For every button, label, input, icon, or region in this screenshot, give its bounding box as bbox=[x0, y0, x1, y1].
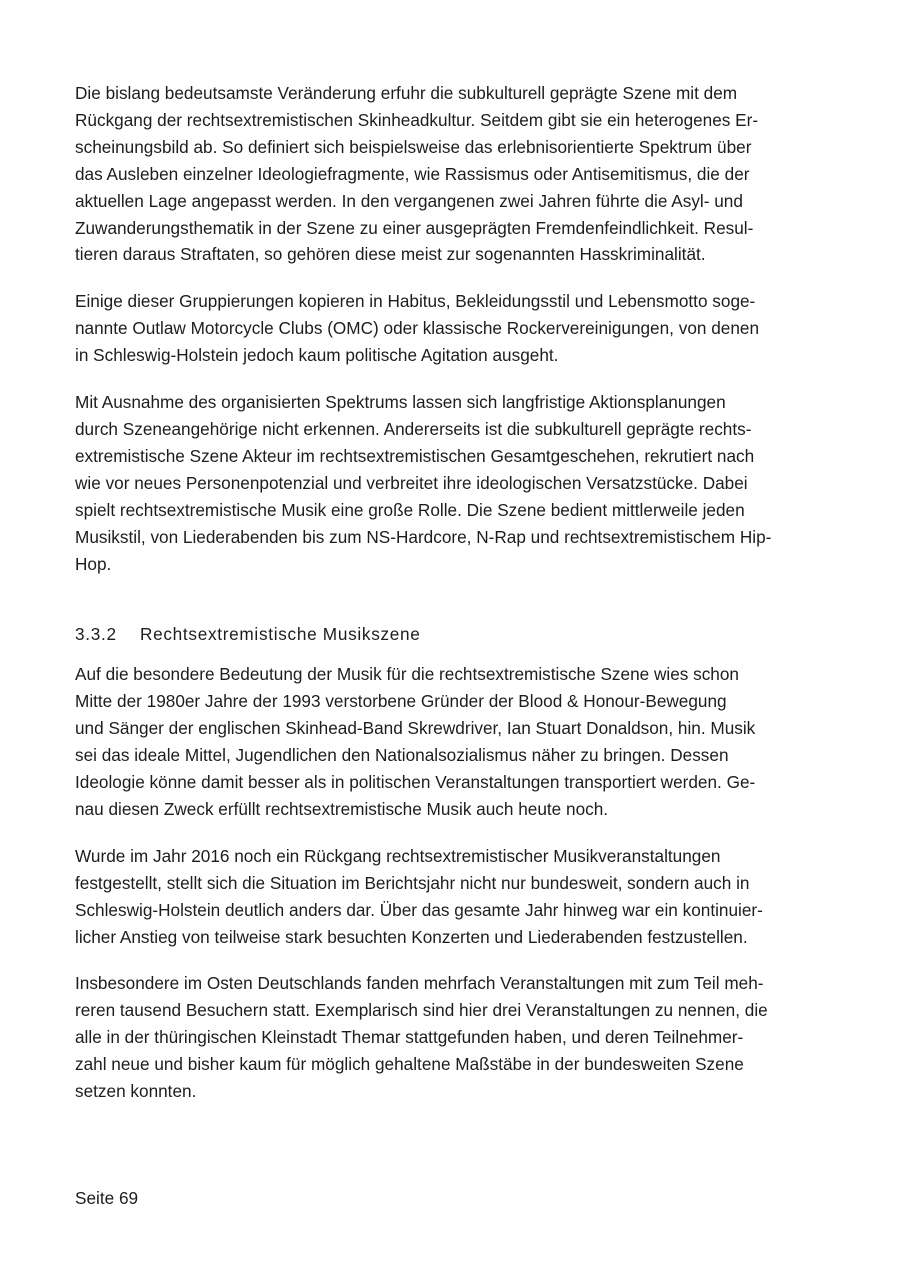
document-page bbox=[75, 80, 827, 1105]
page-number: Seite 69 bbox=[75, 1188, 139, 1208]
paragraph-themar-events: Insbesondere im Osten Deutschlands fanden mehrfach Veranstaltungen mit zum Teil meh- reren tausend Besuchern statt. Exemplarisch sind hier drei Veranstaltungen zu nennen, die alle in der thüringischen Kleinstadt Themar stattgefunden haben, und deren Teilnehmer- zahl neue und bisher kaum für möglich gehaltene Maßstäbe in der bundesweiten Szene setzen konnten. bbox=[75, 973, 768, 1102]
section-heading bbox=[75, 621, 827, 647]
paragraph-music-significance: Auf die besondere Bedeutung der Musik für die rechtsextremistische Szene wies schon Mitte der 1980er Jahre der 1993 verstorbene Gründer der Blood & Honour-Bewegung und Sänger der englischen Skinhead-Band Skrewdriver, Ian Stuart Donaldson, hin. Musik sei das ideale Mittel, Jugendlichen den Nationalsozialismus näher zu bringen. Dessen Ideologie könne damit besser als in politischen Veranstaltungen transportiert werden. Ge- nau diesen Zweck erfüllt rechtsextremistische Musik auch heute noch. bbox=[75, 664, 756, 819]
paragraph-outlaw-motorcycle-clubs: Einige dieser Gruppierungen kopieren in Habitus, Bekleidungsstil und Lebensmotto soge- nannte Outlaw Motorcycle Clubs (OMC) oder klassische Rockervereinigungen, von denen in Schleswig-Holstein jedoch kaum politische Agitation ausgeht. bbox=[75, 291, 760, 366]
paragraph-action-planning: Mit Ausnahme des organisierten Spektrums lassen sich langfristige Aktionsplanungen durch Szeneangehörige nicht erkennen. Andererseits ist die subkulturell geprägte rechts- extremistische Szene Akteur im rechtsextremistischen Gesamtgeschehen, rekrutiert nach wie vor neues Personenpotenzial und verbreitet ihre ideologischen Versatzstücke. Dabei spielt rechtsextremistische Musik eine große Rolle. Die Szene bedient mittlerweile jeden Musikstil, von Liederabenden bis zum NS-Hardcore, N-Rap und rechtsextremistischem Hip- Hop. bbox=[75, 392, 772, 574]
section-title: Rechtsextremistische Musikszene bbox=[140, 624, 421, 645]
paragraph-skinhead-decline: Die bislang bedeutsamste Veränderung erfuhr die subkulturell geprägte Szene mit dem Rückgang der rechtsextremistischen Skinheadkultur. Seitdem gibt sie ein heterogenes Er- scheinungsbild ab. So definiert sich beispielsweise das erlebnisorientierte Spektrum über das Ausleben einzelner Ideologiefragmente, wie Rassismus oder Antisemitismus, die der aktuellen Lage angepasst werden. In den vergangenen zwei Jahren führte die Asyl- und Zuwanderungsthematik in der Szene zu einer ausgeprägten Fremdenfeindlichkeit. Resul- tieren daraus Straftaten, so gehören diese meist zur sogenannten Hasskriminalität. bbox=[75, 83, 759, 265]
paragraph-music-events-2016: Wurde im Jahr 2016 noch ein Rückgang rechtsextremistischer Musikveranstaltungen festgestellt, stellt sich die Situation im Berichtsjahr nicht nur bundesweit, sondern auch in Schleswig-Holstein deutlich anders dar. Über das gesamte Jahr hinweg war ein kontinuier- licher Anstieg von teilweise stark besuchten Konzerten und Liederabenden festzustellen. bbox=[75, 845, 763, 947]
section-number: 3.3.2 bbox=[75, 624, 117, 645]
